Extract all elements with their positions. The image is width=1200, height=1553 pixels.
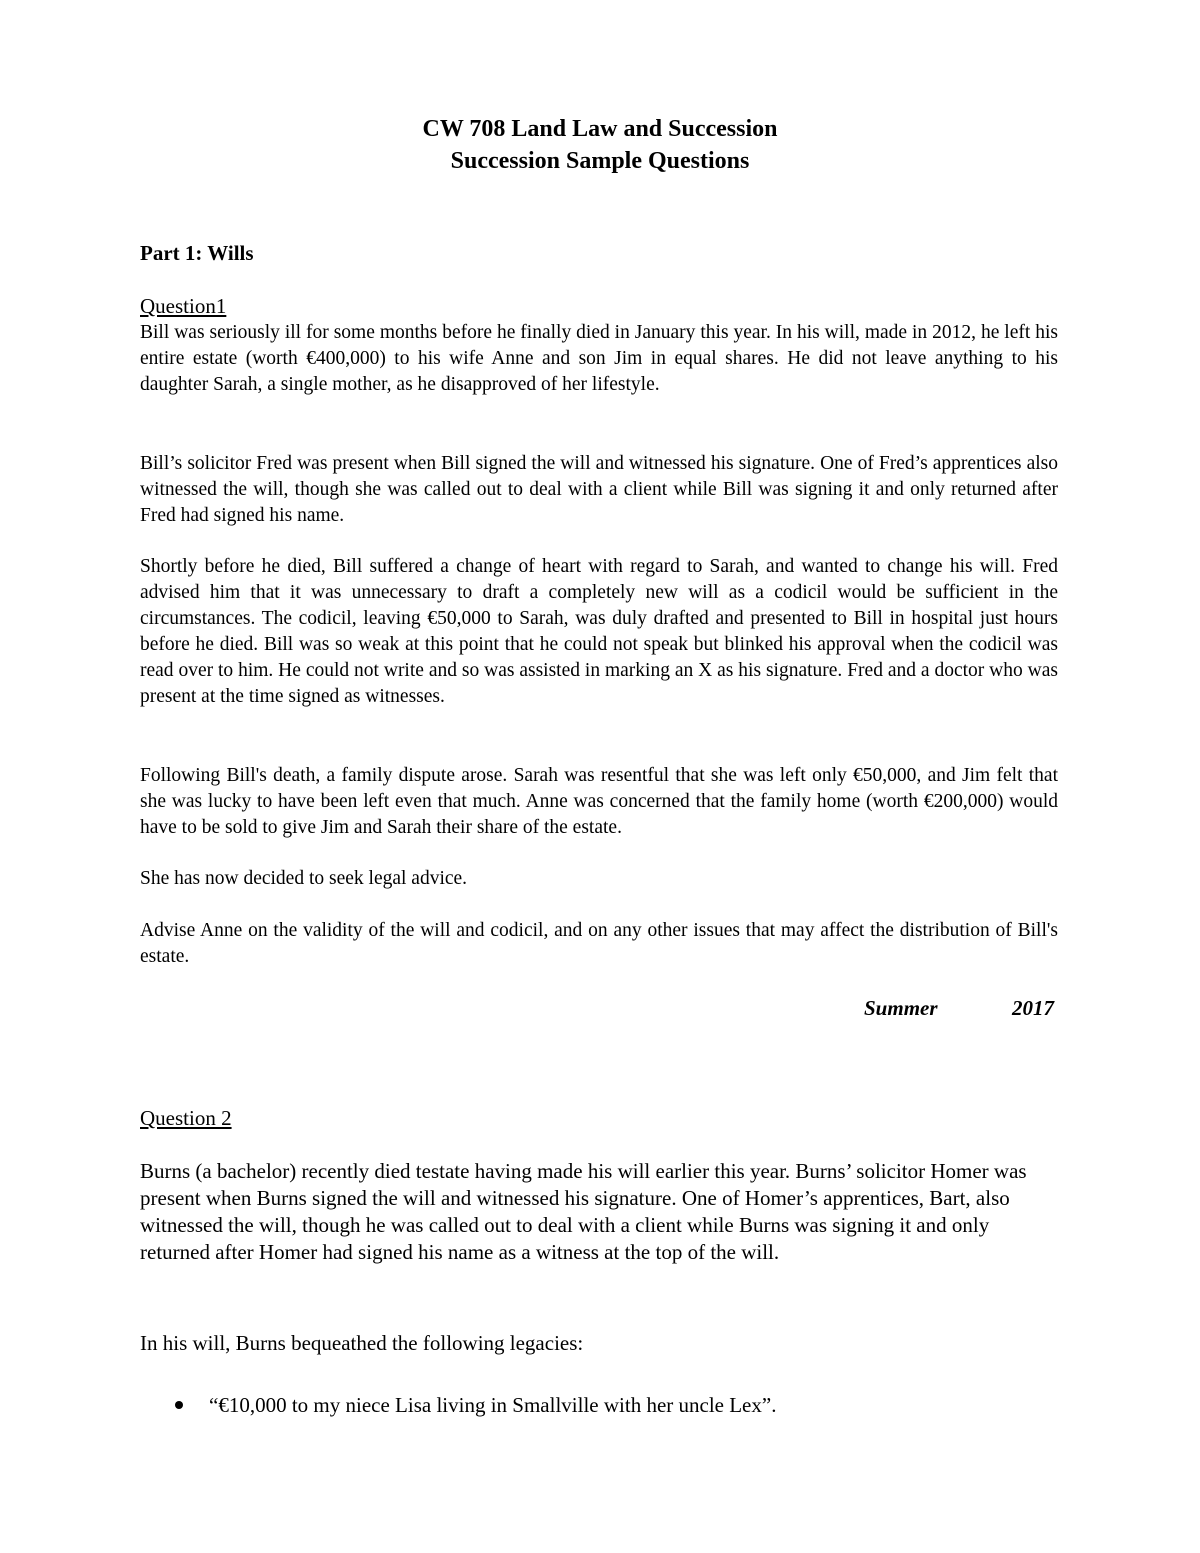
question-2-paragraph: Burns (a bachelor) recently died testate having made his will earlier this year. Burns’ solicitor Homer was present when Burns signed the will and witnessed his signature. One of Homer’s apprentices, Bart, also witnessed the will, though he was called out to deal with a client while Burns was signing it and only returned after Homer had signed his name as a witness at the top of the will. [140,1159,1027,1264]
question-1-paragraph: Bill was seriously ill for some months before he finally died in January this year. In his will, made in 2012, he left his entire estate (worth €400,000) to his wife Anne and son Jim in equal shares. He did not leave anything to his daughter Sarah, a single mother, as he disapproved of her lifestyle. [140,322,1058,395]
document-title: CW 708 Land Law and Succession [422,116,778,142]
question-1-paragraph: She has now decided to seek legal advice. [140,868,468,889]
question-2-paragraph: In his will, Burns bequeathed the following legacies: [140,1331,584,1355]
question-1-paragraph: Shortly before he died, Bill suffered a change of heart with regard to Sarah, and wanted to change his will. Fred advised him that it was unnecessary to draft a completely new will as a codicil would be sufficient in the circumstances. The codicil, leaving €50,000 to Sarah, was duly drafted and presented to Bill in hospital just hours before he died. Bill was so weak at this point that he could not speak but blinked his approval when the codicil was read over to him. He could not write and so was assisted in marking an X as his signature. Fred and a doctor who was present at the time signed as witnesses. [140,556,1058,707]
exam-season: Summer [864,996,938,1020]
question-1-paragraph: Following Bill's death, a family dispute arose. Sarah was resentful that she was left only €50,000, and Jim felt that she was lucky to have been left even that much. Anne was concerned that the family home (worth €200,000) would have to be sold to give Jim and Sarah their share of the estate. [140,765,1058,838]
question-2-heading: Question 2 [140,1106,232,1130]
bullet-icon [175,1401,183,1409]
exam-year: 2017 [1012,996,1054,1020]
legacy-text: “€10,000 to my niece Lisa living in Smallville with her uncle Lex”. [209,1393,777,1417]
part-heading: Part 1: Wills [140,241,254,265]
question-1-heading: Question1 [140,294,227,318]
question-1-paragraph: Advise Anne on the validity of the will and codicil, and on any other issues that may affect the distribution of Bill's estate. [140,920,1058,967]
question-1-paragraph: Bill’s solicitor Fred was present when Bill signed the will and witnessed his signature. One of Fred’s apprentices also witnessed the will, though she was called out to deal with a client while Bill was signing it and only returned after Fred had signed his name. [140,453,1058,526]
legacy-list-item [170,1390,1050,1420]
document-subtitle: Succession Sample Questions [450,148,750,174]
